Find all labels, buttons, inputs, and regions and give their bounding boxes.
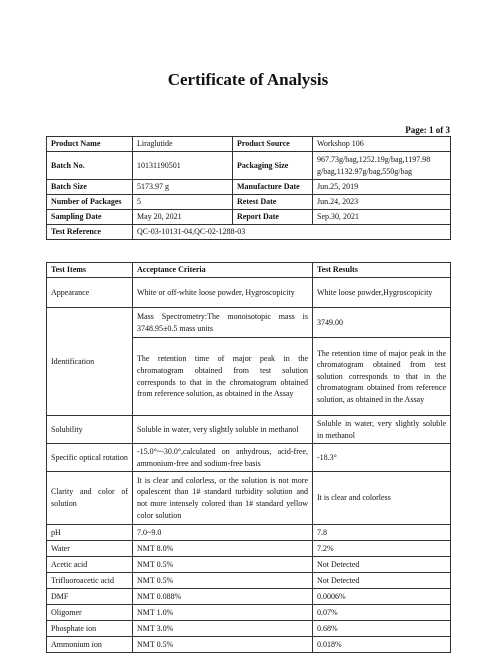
table-row <box>47 621 451 637</box>
acceptance-criteria: It is clear and colorless, or the solution is not more opalescent than 1# standard turbidity solution and not more intensely colored than 1# standard yellow color solution <box>133 472 313 525</box>
acceptance-criteria: NMT 3.0% <box>133 621 313 637</box>
table-row <box>47 637 451 653</box>
test-item: Oligomer <box>47 605 133 621</box>
acceptance-criteria: NMT 0.5% <box>133 573 313 589</box>
test-result: 7.2% <box>313 541 451 557</box>
manufacture-date-value: Jun.25, 2019 <box>313 180 451 195</box>
test-result: The retention time of major peak in the chromatogram obtained from test solution corresponds to that in the chromatogram obtained from reference solution, as obtained in the Assay <box>313 338 451 416</box>
header-acceptance-criteria: Acceptance Criteria <box>133 263 313 278</box>
table-row <box>47 557 451 573</box>
test-reference-value: QC-03-10131-04,QC-02-1288-03 <box>133 225 451 240</box>
test-item: Phosphate ion <box>47 621 133 637</box>
test-result: Soluble in water, very slightly soluble in methanol <box>313 416 451 444</box>
sampling-date-value: May 20, 2021 <box>133 210 233 225</box>
info-row <box>47 210 451 225</box>
packaging-size-value: 967.73g/bag,1252.19g/bag,1197.98 g/bag,1132.97g/bag,550g/bag <box>313 152 451 180</box>
table-row <box>47 573 451 589</box>
batch-no-value: 10131190501 <box>133 152 233 180</box>
retest-date-value: Jun.24, 2023 <box>313 195 451 210</box>
table-row <box>47 525 451 541</box>
acceptance-criteria: NMT 8.0% <box>133 541 313 557</box>
test-result: White loose powder,Hygroscopicity <box>313 278 451 308</box>
table-row <box>47 472 451 525</box>
product-info-table <box>46 136 451 240</box>
acceptance-criteria: NMT 0.088% <box>133 589 313 605</box>
acceptance-criteria: NMT 0.5% <box>133 637 313 653</box>
num-packages-value: 5 <box>133 195 233 210</box>
manufacture-date-label: Manufacture Date <box>233 180 313 195</box>
product-name-label: Product Name <box>47 137 133 152</box>
acceptance-criteria: NMT 0.5% <box>133 557 313 573</box>
test-result: 0.0006% <box>313 589 451 605</box>
product-source-label: Product Source <box>233 137 313 152</box>
sampling-date-label: Sampling Date <box>47 210 133 225</box>
document-title: Certificate of Analysis <box>167 70 329 89</box>
test-result: Not Detected <box>313 557 451 573</box>
test-item: Solubility <box>47 416 133 444</box>
test-item: Clarity and color of solution <box>47 472 133 525</box>
table-row <box>47 308 451 338</box>
table-row <box>47 444 451 472</box>
test-item: Water <box>47 541 133 557</box>
info-row <box>47 137 451 152</box>
acceptance-criteria: Soluble in water, very slightly soluble in methanol <box>133 416 313 444</box>
batch-size-label: Batch Size <box>47 180 133 195</box>
report-date-label: Report Date <box>233 210 313 225</box>
acceptance-criteria: 7.0~9.0 <box>133 525 313 541</box>
packaging-size-label: Packaging Size <box>233 152 313 180</box>
test-result: 7.8 <box>313 525 451 541</box>
acceptance-criteria: The retention time of major peak in the chromatogram obtained from test solution corresponds to that in the chromatogram obtained from reference solution, as obtained in the Assay <box>133 338 313 416</box>
test-item: DMF <box>47 589 133 605</box>
retest-date-label: Retest Date <box>233 195 313 210</box>
info-row <box>47 180 451 195</box>
info-row <box>47 225 451 240</box>
acceptance-criteria: NMT 1.0% <box>133 605 313 621</box>
test-result: Not Detected <box>313 573 451 589</box>
test-result: 3749.00 <box>313 308 451 338</box>
table-header-row <box>47 263 451 278</box>
table-row <box>47 541 451 557</box>
test-results-table <box>46 262 451 653</box>
test-result: It is clear and colorless <box>313 472 451 525</box>
info-row <box>47 195 451 210</box>
page-number: Page: 1 of 3 <box>405 125 450 135</box>
test-item: Acetic acid <box>47 557 133 573</box>
info-row <box>47 152 451 180</box>
test-item: Ammonium ion <box>47 637 133 653</box>
acceptance-criteria: White or off-white loose powder, Hygroscopicity <box>133 278 313 308</box>
test-item: Identification <box>47 308 133 416</box>
table-row <box>47 605 451 621</box>
test-result: 0.07% <box>313 605 451 621</box>
num-packages-label: Number of Packages <box>47 195 133 210</box>
test-item: Appearance <box>47 278 133 308</box>
table-row <box>47 416 451 444</box>
table-row <box>47 278 451 308</box>
test-item: Specific optical rotation <box>47 444 133 472</box>
table-row <box>47 589 451 605</box>
product-source-value: Workshop 106 <box>313 137 451 152</box>
batch-no-label: Batch No. <box>47 152 133 180</box>
test-reference-label: Test Reference <box>47 225 133 240</box>
test-result: -18.3° <box>313 444 451 472</box>
acceptance-criteria: Mass Spectrometry:The monoisotopic mass is 3748.95±0.5 mass units <box>133 308 313 338</box>
test-result: 0.68% <box>313 621 451 637</box>
product-name-value: Liraglutide <box>133 137 233 152</box>
test-item: Trifluoroacetic acid <box>47 573 133 589</box>
batch-size-value: 5173.97 g <box>133 180 233 195</box>
test-result: 0.018% <box>313 637 451 653</box>
header-test-items: Test Items <box>47 263 133 278</box>
header-test-results: Test Results <box>313 263 451 278</box>
acceptance-criteria: -15.0°~-30.0°,calculated on anhydrous, acid-free, ammonium-free and sodium-free basis <box>133 444 313 472</box>
test-item: pH <box>47 525 133 541</box>
report-date-value: Sep.30, 2021 <box>313 210 451 225</box>
